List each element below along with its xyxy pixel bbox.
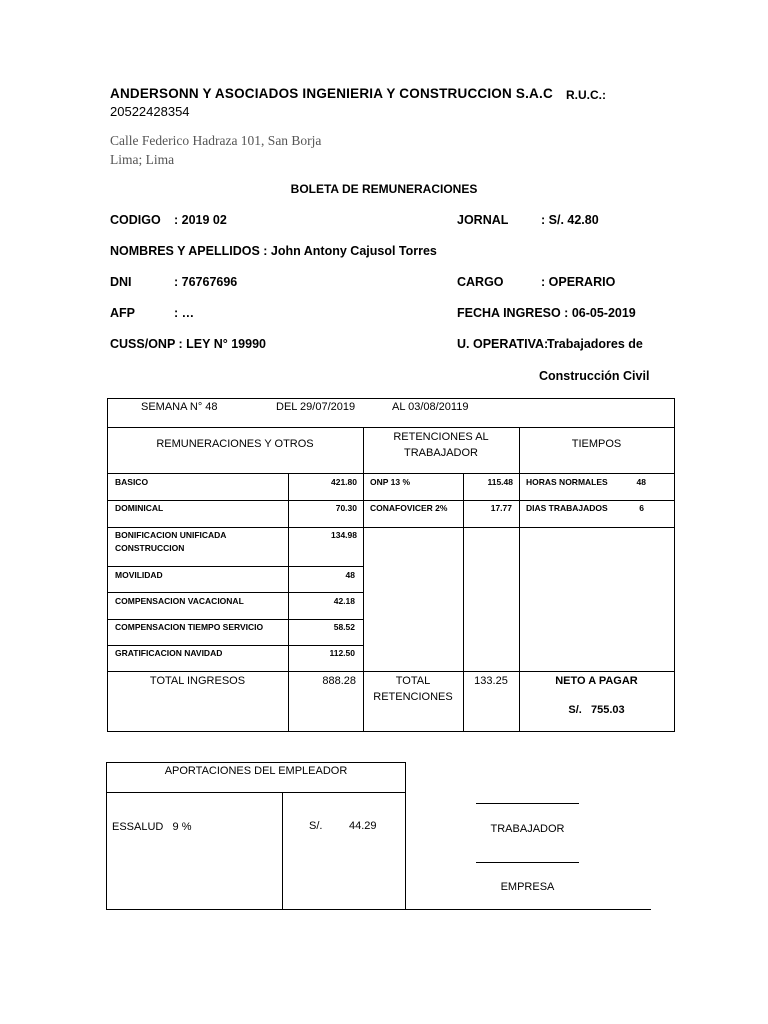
rem-label-cts: COMPENSACION TIEMPO SERVICIO	[115, 622, 264, 632]
ret-value-onp: 115.48	[487, 477, 513, 487]
total-ingresos-value: 888.28	[322, 675, 356, 687]
essalud-currency: S/.	[309, 820, 323, 832]
total-ingresos-label: TOTAL INGRESOS	[149, 675, 246, 687]
codigo-value: : 2019 02	[174, 213, 227, 227]
unidad-operativa-value-1: Trabajadores de	[547, 337, 643, 351]
neto-a-pagar-value: S/. 755.03	[568, 704, 625, 716]
nombres-line: NOMBRES Y APELLIDOS : John Antony Cajusol Torres	[110, 244, 437, 258]
dni-value: : 76767696	[174, 275, 238, 289]
rem-value-comp-vacacional: 42.18	[333, 596, 355, 606]
total-retenciones-label-2: RETENCIONES	[373, 691, 453, 703]
unidad-operativa-label: U. OPERATIVA:	[457, 337, 549, 351]
codigo-label: CODIGO	[110, 213, 161, 227]
afp-value: : …	[174, 306, 195, 320]
neto-a-pagar-label: NETO A PAGAR	[555, 675, 638, 687]
rem-label-basico: BASICO	[115, 477, 149, 487]
rem-label-gratificacion: GRATIFICACION NAVIDAD	[115, 648, 223, 658]
unidad-operativa-value-2: Construcción Civil	[539, 369, 650, 383]
total-retenciones-value: 133.25	[474, 675, 508, 687]
rem-value-basico: 421.80	[331, 477, 357, 487]
rem-value-gratificacion: 112.50	[329, 648, 355, 658]
rem-value-bonificacion: 134.98	[331, 530, 357, 540]
ruc-label: R.U.C.:	[566, 88, 606, 102]
aportaciones-title: APORTACIONES DEL EMPLEADOR	[164, 765, 348, 777]
document-title: BOLETA DE REMUNERACIONES	[290, 182, 478, 196]
cuss-onp: CUSS/ONP : LEY N° 19990	[110, 337, 266, 351]
dni-label: DNI	[110, 275, 132, 289]
tiempo-label-dias: DIAS TRABAJADOS	[526, 503, 608, 513]
essalud-label: ESSALUD 9 %	[112, 821, 192, 833]
ret-label-conafovicer: CONAFOVICER 2%	[370, 503, 448, 513]
semana-al: AL 03/08/20119	[392, 401, 469, 413]
rem-label-bonificacion-2: CONSTRUCCION	[115, 543, 185, 553]
signature-empresa: EMPRESA	[500, 881, 555, 893]
address-line-1: Calle Federico Hadraza 101, San Borja	[110, 133, 322, 148]
cargo-value: : OPERARIO	[541, 275, 616, 289]
rem-label-comp-vacacional: COMPENSACION VACACIONAL	[115, 596, 244, 606]
tiempo-value-dias: 6	[639, 503, 644, 513]
jornal-label: JORNAL	[457, 213, 509, 227]
semana-del: DEL 29/07/2019	[276, 401, 356, 413]
rem-label-dominical: DOMINICAL	[115, 503, 164, 513]
signature-line-trabajador	[476, 803, 579, 804]
rem-label-movilidad: MOVILIDAD	[115, 570, 163, 580]
address-line-2: Lima; Lima	[110, 152, 175, 167]
rem-value-movilidad: 48	[345, 570, 355, 580]
tiempo-value-horas: 48	[636, 477, 646, 487]
ruc-number: 20522428354	[110, 104, 190, 119]
company-name: ANDERSONN Y ASOCIADOS INGENIERIA Y CONSTRUCCION S.A.C	[110, 86, 553, 101]
ret-label-onp: ONP 13 %	[370, 477, 411, 487]
header-retenciones-2: TRABAJADOR	[404, 447, 478, 459]
essalud-value: 44.29	[349, 820, 377, 832]
jornal-value: : S/. 42.80	[541, 213, 599, 227]
rem-value-cts: 58.52	[333, 622, 355, 632]
signature-trabajador: TRABAJADOR	[490, 823, 565, 835]
total-retenciones-label-1: TOTAL	[395, 675, 431, 687]
signature-line-empresa	[476, 862, 579, 863]
semana-number: SEMANA N° 48	[141, 401, 218, 413]
header-retenciones-1: RETENCIONES AL	[393, 431, 489, 443]
cargo-label: CARGO	[457, 275, 504, 289]
header-remuneraciones: REMUNERACIONES Y OTROS	[156, 438, 314, 450]
afp-label: AFP	[110, 306, 135, 320]
rem-value-dominical: 70.30	[335, 503, 357, 513]
fecha-ingreso: FECHA INGRESO : 06-05-2019	[457, 306, 636, 320]
rem-label-bonificacion: BONIFICACION UNIFICADA	[115, 530, 227, 540]
tiempo-label-horas: HORAS NORMALES	[526, 477, 608, 487]
ret-value-conafovicer: 17.77	[490, 503, 512, 513]
header-tiempos: TIEMPOS	[571, 438, 622, 450]
